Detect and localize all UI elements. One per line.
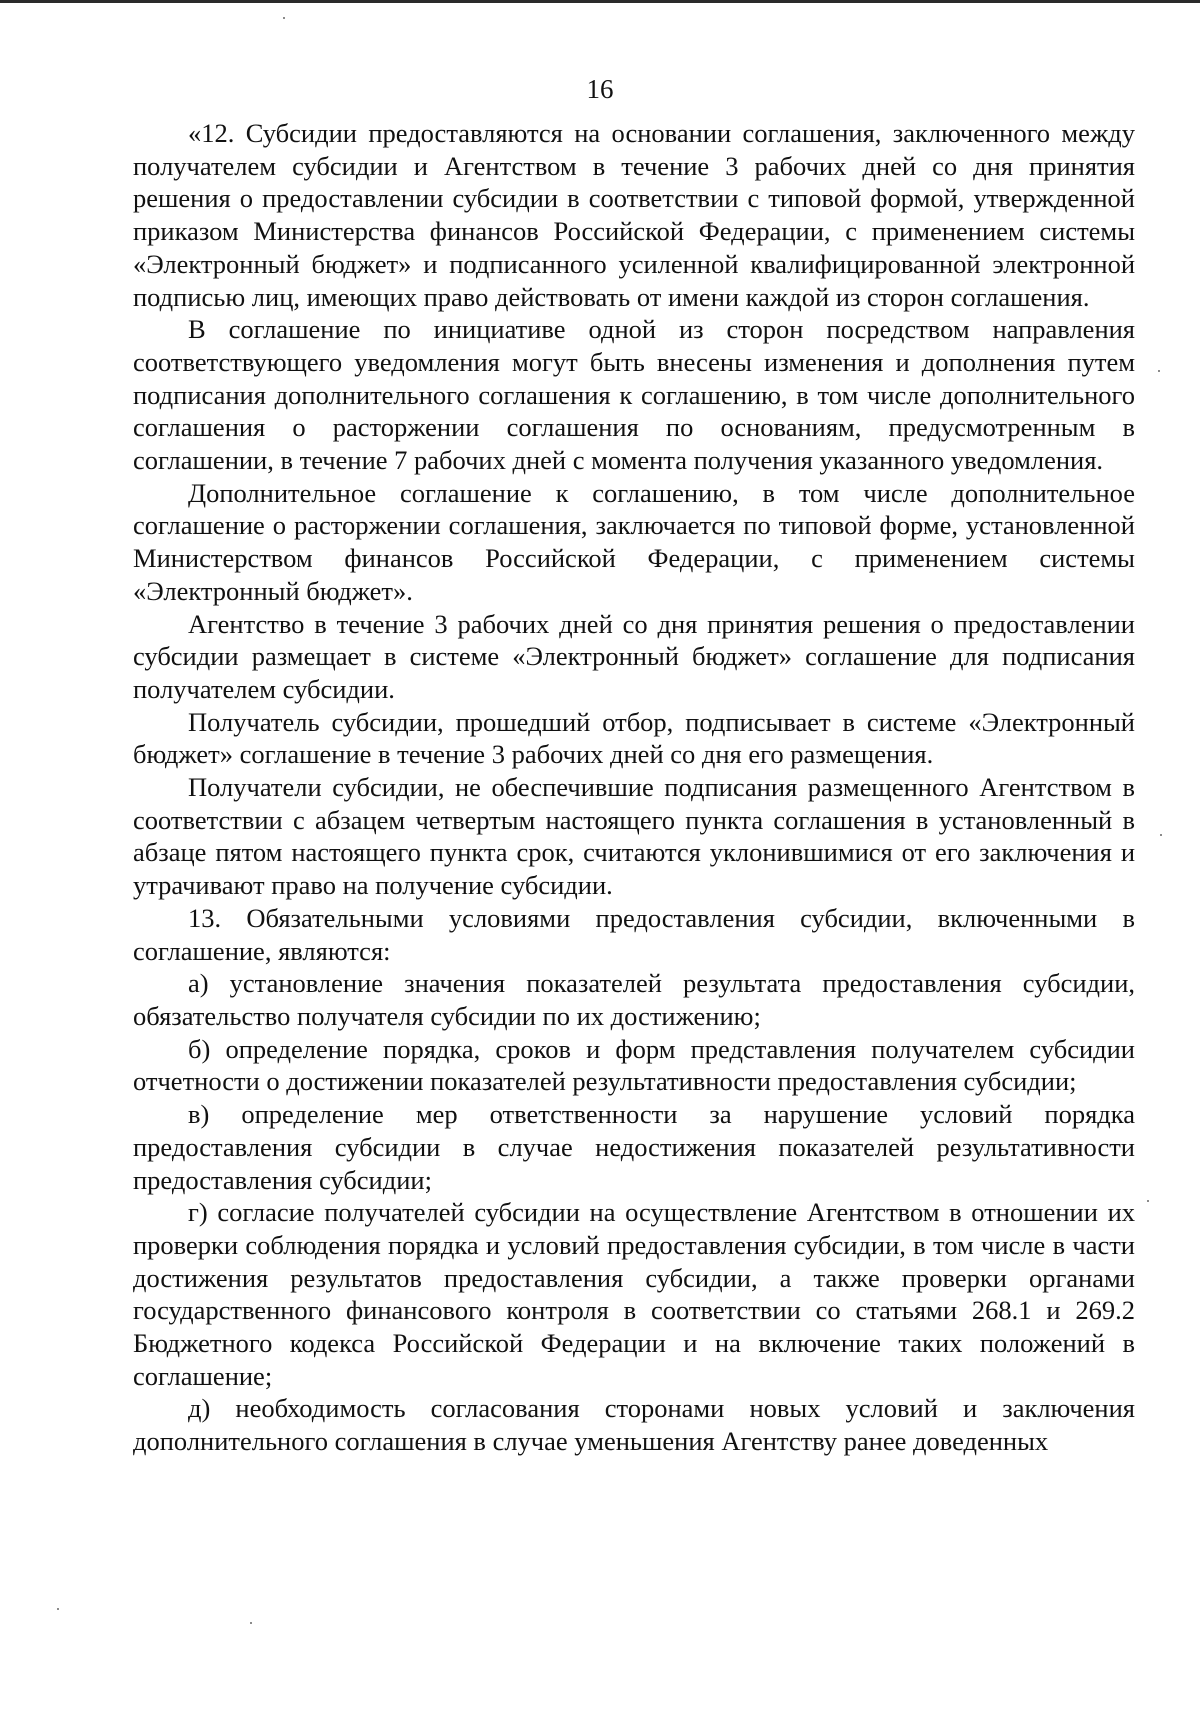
paragraph-recipient-signing: Получатель субсидии, прошедший отбор, подписывает в системе «Электронный бюджет» соглашение в течение 3 рабочих дней со дня его размещения. [133,706,1135,770]
list-item-v: в) определение мер ответственности за нарушение условий порядка предоставления субсидии в случае недостижения показателей результативности предоставления субсидии; [133,1099,1135,1195]
scan-speck [1147,1200,1149,1202]
scan-speck [1160,834,1162,836]
list-item-g: г) согласие получателей субсидии на осуществление Агентством в отношении их проверки соблюдения порядка и условий предоставления субсидии, в том числе в части достижения результатов предоставления субсидии, а также проверки органами государственного финансового контроля в соответствии со статьями 268.1 и 269.2 Бюджетного кодекса Российской Федерации и на включение таких положений в соглашение; [133,1197,1135,1391]
scan-speck [57,1608,59,1610]
scan-top-edge [0,0,1200,3]
paragraph-12-agreement: «12. Субсидии предоставляются на основании соглашения, заключенного между получателем субсидии и Агентством в течение 3 рабочих дней со дня принятия решения о предоставлении субсидии в соответствии с типовой формой, утвержденной приказом Министерства финансов Российской Федерации, с применением системы «Электронный бюджет» и подписанного усиленной квалифицированной электронной подписью лиц, имеющих право действовать от имени каждой из сторон соглашения. [133,118,1135,312]
paragraph-13-conditions: 13. Обязательными условиями предоставления субсидии, включенными в соглашение, являются: [133,902,1135,966]
paragraph-amendments: В соглашение по инициативе одной из сторон посредством направления соответствующего уведомления могут быть внесены изменения и дополнения путем подписания дополнительного соглашения к соглашению, в том числе дополнительного соглашения о расторжении соглашения по основаниям, предусмотренным в соглашении, в течение 7 рабочих дней с момента получения указанного уведомления. [133,314,1135,476]
list-item-a: а) установление значения показателей результата предоставления субсидии, обязательство получателя субсидии по их достижению; [133,968,1135,1031]
paragraph-additional-agreement: Дополнительное соглашение к соглашению, в том числе дополнительное соглашение о расторжении соглашения, заключается по типовой форме, установленной Министерством финансов Российской Федерации, с применением системы «Электронный бюджет». [133,477,1135,606]
list-item-d: д) необходимость согласования сторонами новых условий и заключения дополнительного соглашения в случае уменьшения Агентству ранее доведенных [133,1393,1135,1457]
paragraph-evasion: Получатели субсидии, не обеспечившие подписания размещенного Агентством в соответствии с абзацем четвертым настоящего пункта соглашения в установленный в абзаце пятом настоящего пункта срок, считаются уклонившимися от его заключения и утрачивают право на получение субсидии. [133,772,1135,901]
scan-speck [1158,370,1160,372]
document-body [133,117,1135,1458]
list-item-b: б) определение порядка, сроков и форм представления получателем субсидии отчетности о достижении показателей результативности предоставления субсидии; [133,1033,1135,1097]
paragraph-agency-placement: Агентство в течение 3 рабочих дней со дня принятия решения о предоставлении субсидии размещает в системе «Электронный бюджет» соглашение для подписания получателем субсидии. [133,608,1135,704]
scan-speck [283,17,285,19]
scan-speck [250,1622,252,1624]
page-number: 16 [586,74,614,104]
